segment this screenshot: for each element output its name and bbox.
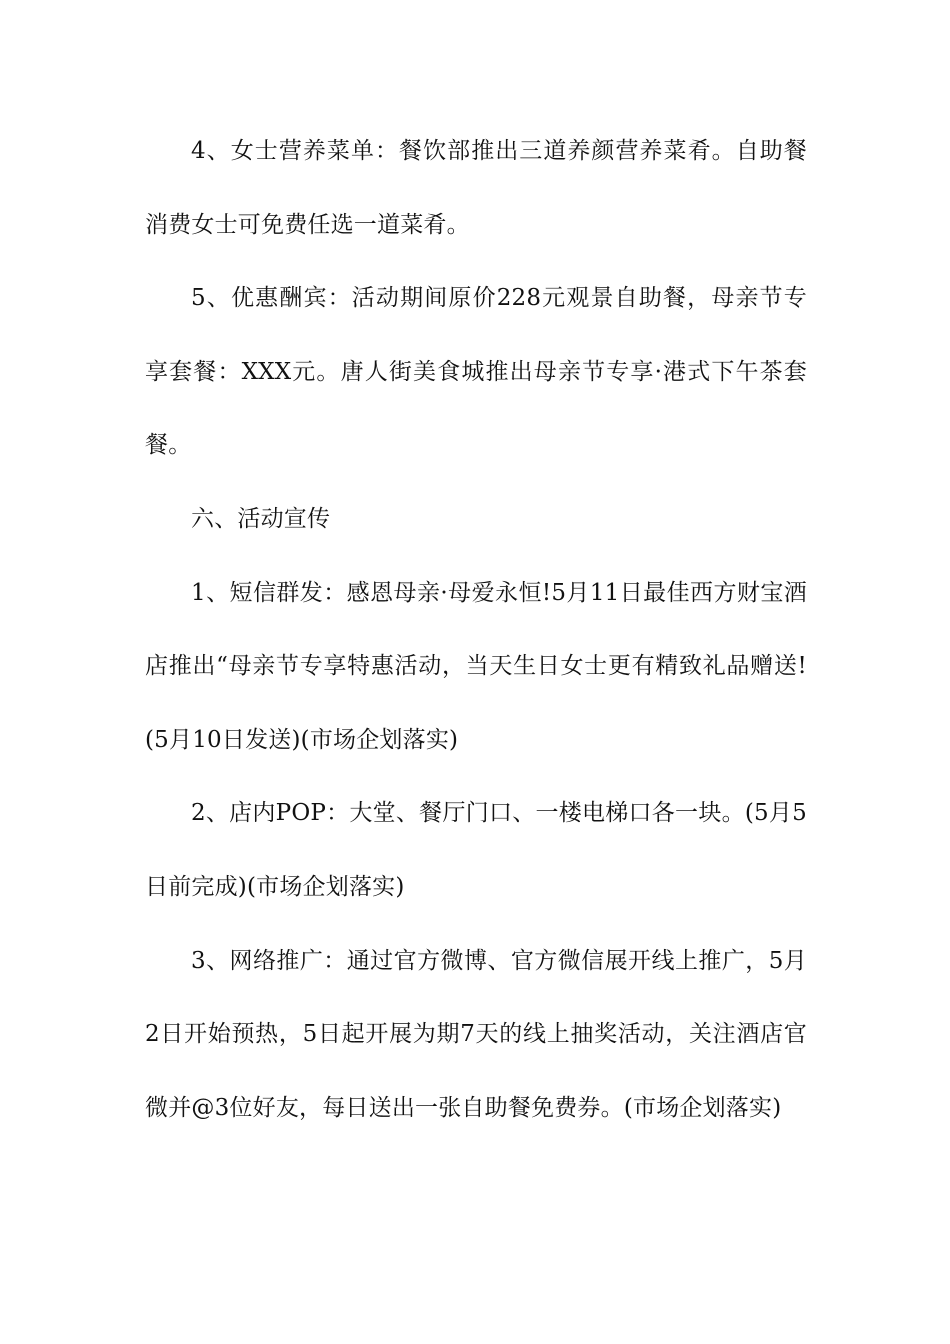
paragraph-womens-nutrition-menu: 4、女士营养菜单：餐饮部推出三道养颜营养菜肴。自助餐消费女士可免费任选一道菜肴。 bbox=[145, 138, 807, 238]
paragraph-discount-offer: 5、优惠酬宾：活动期间原价228元观景自助餐，母亲节专享套餐：XXX元。唐人街美食城推出母亲节专享·港式下午茶套餐。 bbox=[145, 285, 807, 459]
paragraph-in-store-pop: 2、店内POP：大堂、餐厅门口、一楼电梯口各一块。(5月5日前完成)(市场企划落实) bbox=[145, 800, 807, 900]
document-body bbox=[145, 115, 807, 1145]
paragraph-online-promotion: 3、网络推广：通过官方微博、官方微信展开线上推广，5月2日开始预热，5日起开展为期7天的线上抽奖活动，关注酒店官微并@3位好友，每日送出一张自助餐免费券。(市场企划落实) bbox=[145, 947, 807, 1121]
section-heading-promotion: 六、活动宣传 bbox=[191, 505, 331, 532]
paragraph-sms-broadcast: 1、短信群发：感恩母亲·母爱永恒!5月11日最佳西方财宝酒店推出“母亲节专享特惠活动，当天生日女士更有精致礼品赠送!(5月10日发送)(市场企划落实) bbox=[145, 579, 807, 753]
